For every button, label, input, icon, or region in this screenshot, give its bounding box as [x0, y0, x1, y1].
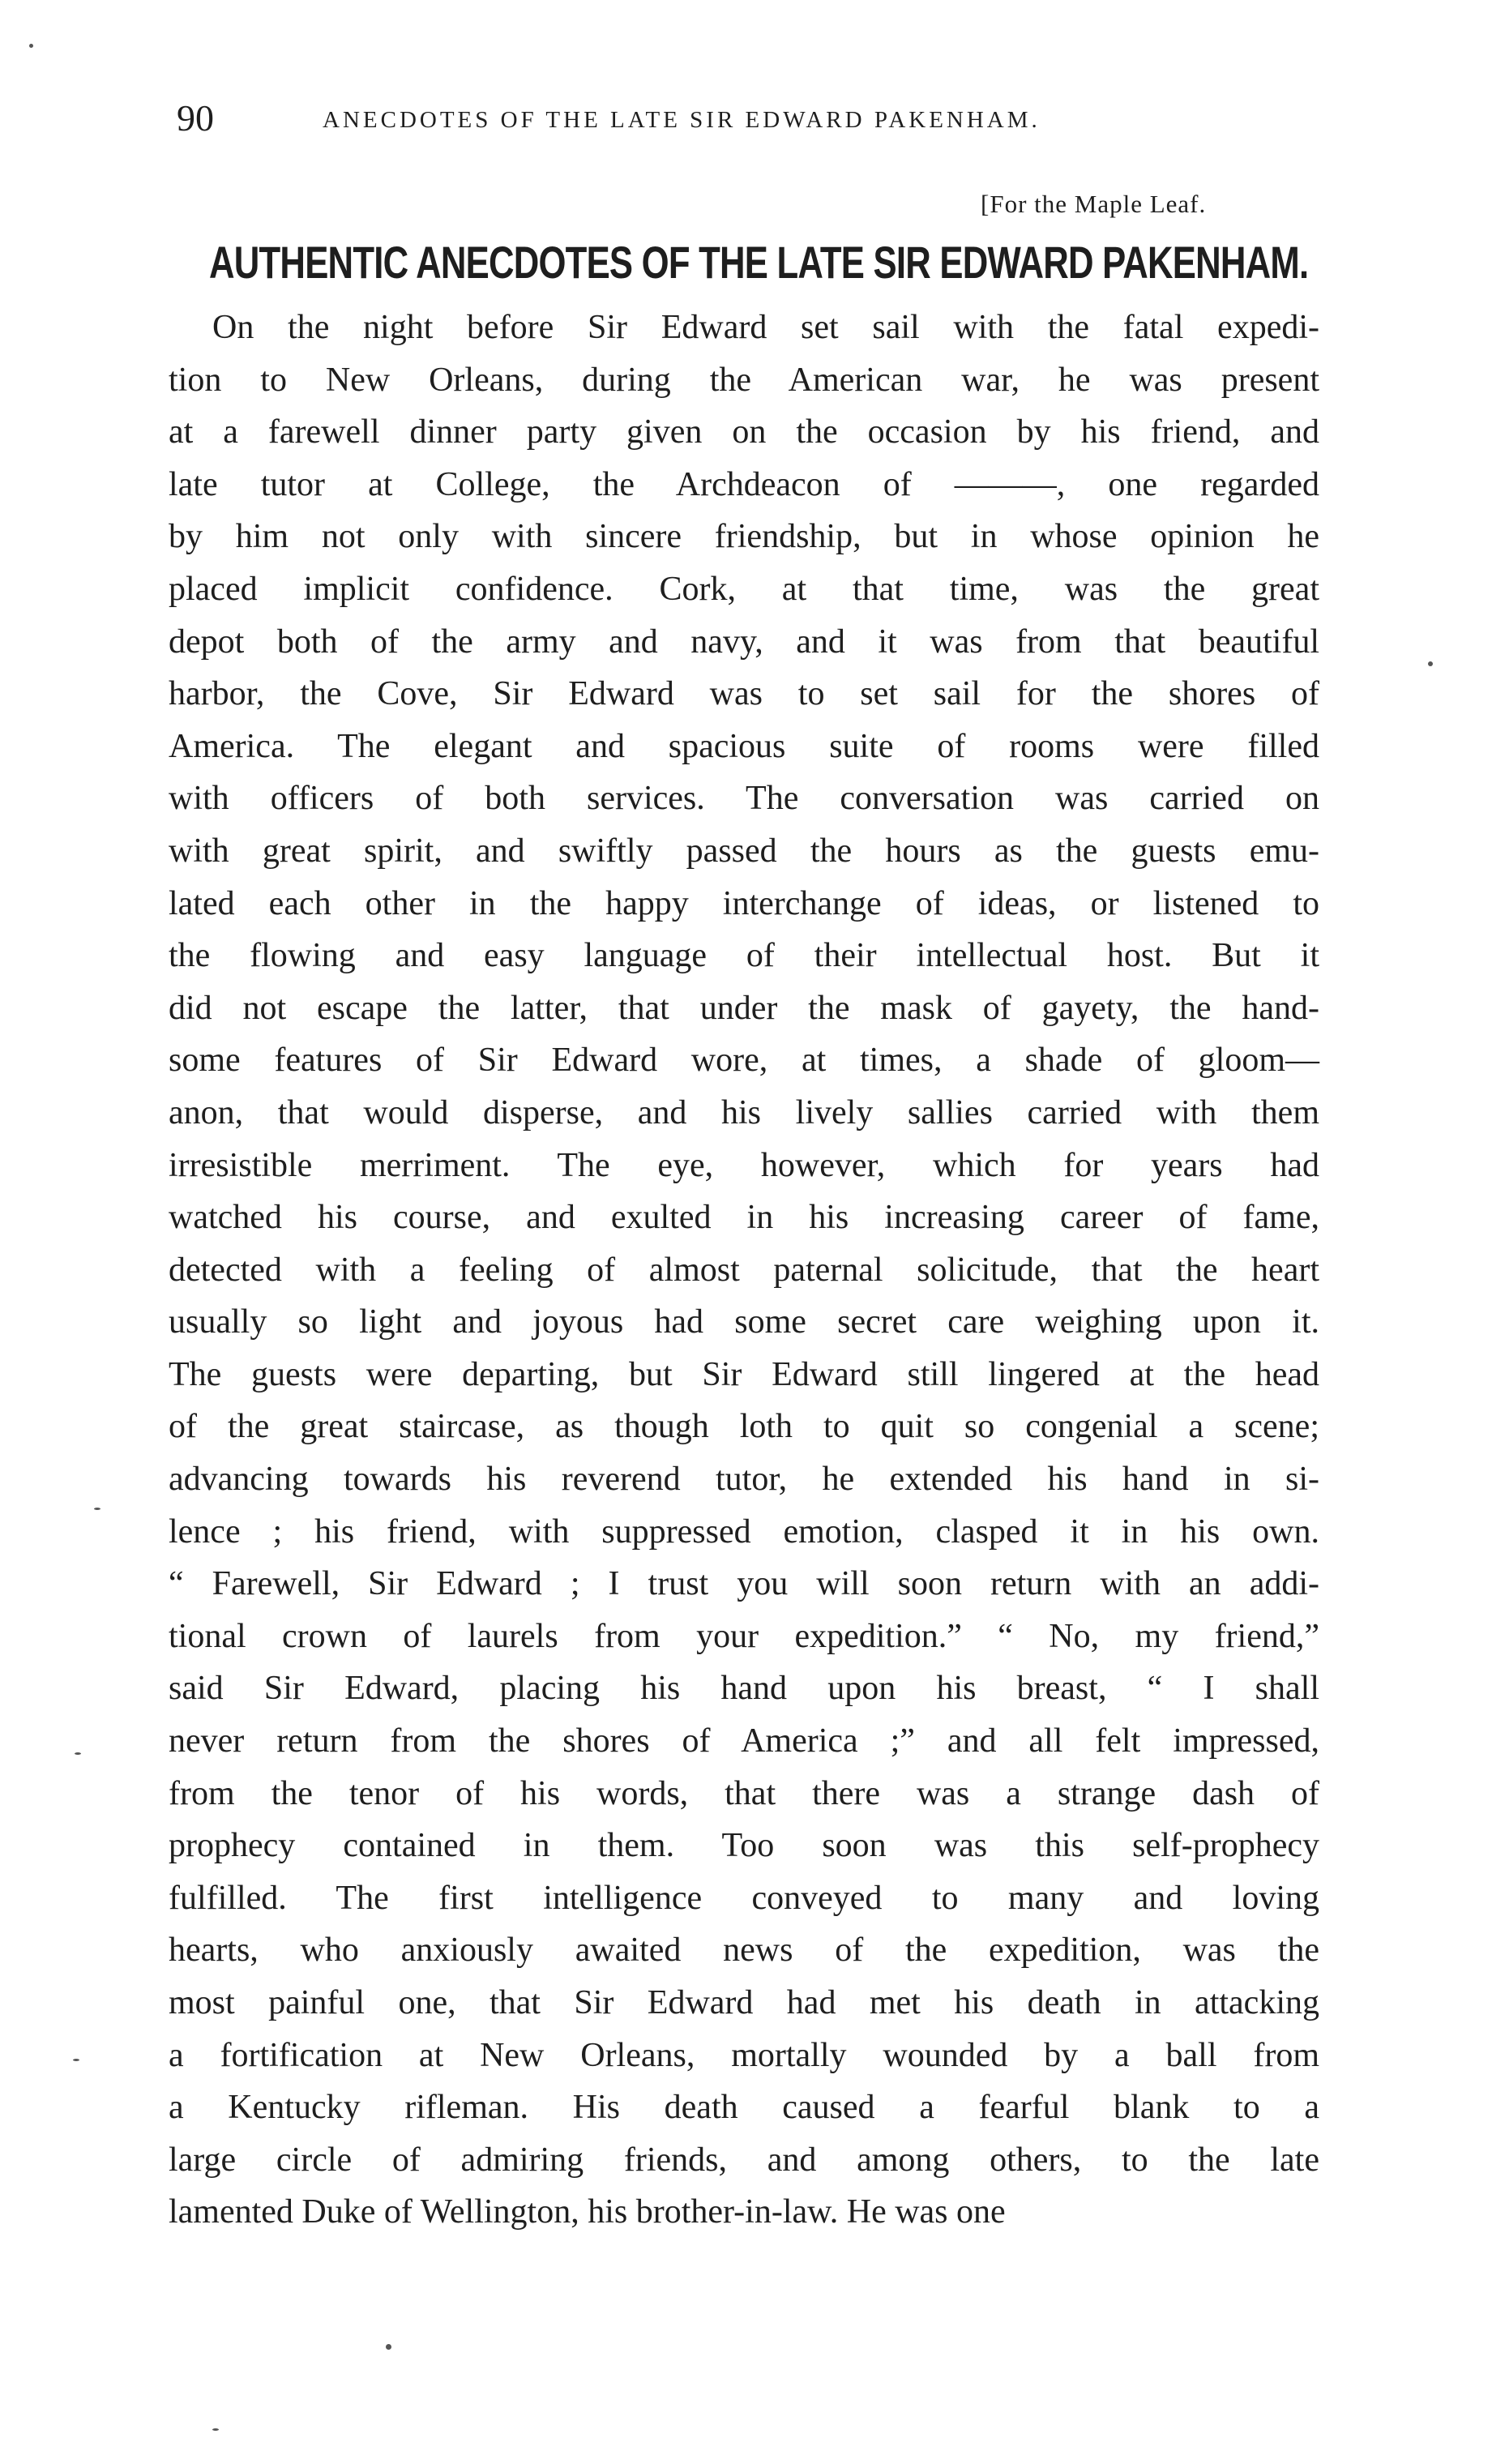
body-line: of the great staircase, as though loth to quit so congenial a scene; — [169, 1408, 1319, 1446]
body-line: irresistible merriment. The eye, however, which for years had — [169, 1146, 1319, 1184]
scan-speck — [73, 2059, 79, 2061]
body-line: a fortification at New Orleans, mortally wounded by a ball from — [169, 2036, 1319, 2074]
body-line: hearts, who anxiously awaited news of the expedition, was the — [169, 1931, 1319, 1970]
body-line: harbor, the Cove, Sir Edward was to set sail for the shores of — [169, 675, 1319, 713]
scan-speck — [1428, 661, 1433, 666]
body-line: late tutor at College, the Archdeacon of ———, one regarded — [169, 465, 1319, 503]
body-line: placed implicit confidence. Cork, at that time, was the great — [169, 570, 1319, 608]
body-line: prophecy contained in them. Too soon was this self-prophecy — [169, 1827, 1319, 1865]
scan-speck — [29, 44, 33, 48]
body-line: by him not only with sincere friendship, but in whose opinion he — [169, 518, 1319, 556]
body-line: detected with a feeling of almost paternal solicitude, that the heart — [169, 1251, 1319, 1289]
body-line: lamented Duke of Wellington, his brother-in-law. He was one — [169, 2193, 1006, 2231]
body-line: tion to New Orleans, during the American war, he was present — [169, 361, 1319, 399]
body-line: depot both of the army and navy, and it was from that beautiful — [169, 622, 1319, 661]
body-line: “ Farewell, Sir Edward ; I trust you will soon return with an addi- — [169, 1565, 1319, 1603]
scan-speck — [386, 2344, 391, 2350]
body-line: anon, that would disperse, and his lively sallies carried with them — [169, 1093, 1319, 1131]
body-line: America. The elegant and spacious suite of rooms were filled — [169, 727, 1319, 765]
body-line: usually so light and joyous had some secret care weighing upon it. — [169, 1303, 1319, 1341]
page-number: 90 — [177, 97, 214, 139]
body-line: fulfilled. The first intelligence conveyed to many and loving — [169, 1879, 1319, 1917]
scan-speck — [75, 1752, 81, 1755]
body-line: said Sir Edward, placing his hand upon his breast, “ I shall — [169, 1670, 1319, 1708]
article-body — [169, 302, 1319, 2239]
body-line: large circle of admiring friends, and among others, to the late — [169, 2141, 1319, 2179]
body-line: On the night before Sir Edward set sail with the fatal expedi- — [212, 309, 1319, 346]
body-line: The guests were departing, but Sir Edward still lingered at the head — [169, 1355, 1319, 1393]
body-line: lence ; his friend, with suppressed emotion, clasped it in his own. — [169, 1512, 1319, 1551]
body-line: tional crown of laurels from your expedition.” “ No, my friend,” — [169, 1617, 1319, 1655]
body-line: with great spirit, and swiftly passed the hours as the guests emu- — [169, 832, 1319, 870]
body-line: a Kentucky rifleman. His death caused a fearful blank to a — [169, 2089, 1319, 2127]
body-line: advancing towards his reverend tutor, he extended his hand in si- — [169, 1461, 1319, 1499]
body-line: the flowing and easy language of their intellectual host. But it — [169, 937, 1319, 975]
body-line: never return from the shores of America ;” and all felt impressed, — [169, 1722, 1319, 1760]
body-line: did not escape the latter, that under the mask of gayety, the hand- — [169, 989, 1319, 1027]
source-note: [For the Maple Leaf. — [981, 190, 1207, 218]
body-line: from the tenor of his words, that there was a strange dash of — [169, 1774, 1319, 1812]
body-line: with officers of both services. The conversation was carried on — [169, 780, 1319, 818]
scan-speck — [212, 2428, 219, 2431]
body-line: lated each other in the happy interchange of ideas, or listened to — [169, 884, 1319, 922]
body-line: some features of Sir Edward wore, at times, a shade of gloom— — [169, 1042, 1319, 1080]
running-title: ANECDOTES OF THE LATE SIR EDWARD PAKENHAM. — [323, 107, 1041, 133]
body-line: at a farewell dinner party given on the occasion by his friend, and — [169, 413, 1319, 451]
article-title: AUTHENTIC ANECDOTES OF THE LATE SIR EDWARD PAKENHAM. — [209, 237, 1309, 288]
body-line: most painful one, that Sir Edward had met his death in attacking — [169, 1984, 1319, 2021]
running-head — [177, 96, 1319, 144]
scan-speck — [94, 1508, 100, 1510]
body-line: watched his course, and exulted in his increasing career of fame, — [169, 1199, 1319, 1237]
